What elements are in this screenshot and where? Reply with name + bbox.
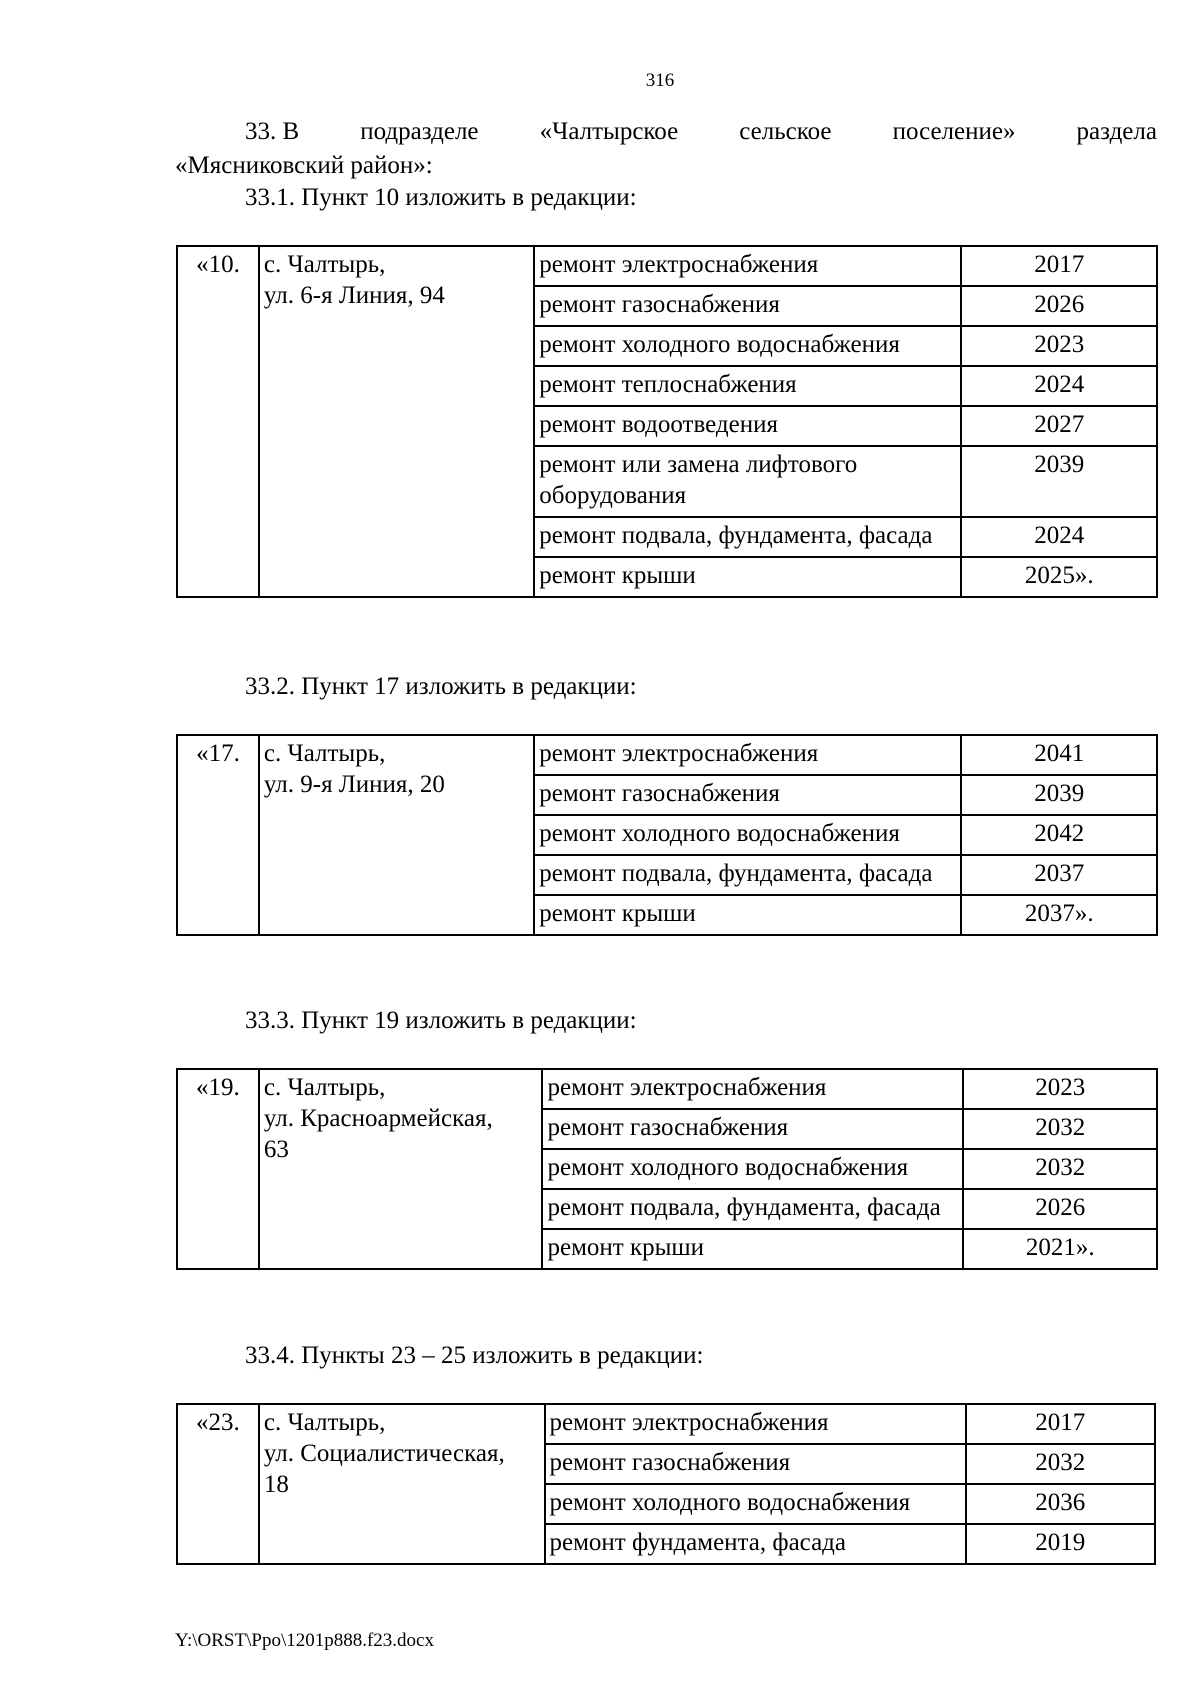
intro-word: раздела xyxy=(1076,118,1157,145)
work-cell: ремонт крыши xyxy=(534,557,961,597)
work-cell: ремонт подвала, фундамента, фасада xyxy=(542,1189,963,1229)
address-cell: с. Чалтырь, ул. 9-я Линия, 20 xyxy=(259,735,534,935)
year-cell: 2032 xyxy=(966,1444,1155,1484)
intro-paragraph xyxy=(175,115,1157,183)
works-table xyxy=(176,1403,1156,1565)
year-cell: 2026 xyxy=(963,1189,1157,1229)
item-number: «23. xyxy=(177,1404,259,1564)
intro-word: сельское xyxy=(739,118,832,145)
year-cell: 2032 xyxy=(963,1109,1157,1149)
table-row xyxy=(177,1404,1155,1444)
intro-line-2: «Мясниковский район»: xyxy=(175,152,433,179)
page-number: 316 xyxy=(645,70,675,91)
work-cell: ремонт газоснабжения xyxy=(534,775,961,815)
section-heading: 33.4. Пункты 23 – 25 изложить в редакции: xyxy=(245,1342,704,1369)
year-cell: 2039 xyxy=(961,446,1157,517)
file-path-footer: Y:\ORST\Ppo\1201p888.f23.docx xyxy=(175,1630,434,1651)
work-cell: ремонт подвала, фундамента, фасада xyxy=(534,855,961,895)
year-cell: 2037». xyxy=(961,895,1157,935)
address-cell: с. Чалтырь, ул. Красноармейская, 63 xyxy=(259,1069,543,1269)
work-cell: ремонт холодного водоснабжения xyxy=(534,815,961,855)
intro-word: поселение» xyxy=(892,118,1016,145)
work-cell: ремонт водоотведения xyxy=(534,406,961,446)
work-cell: ремонт крыши xyxy=(542,1229,963,1269)
address-cell: с. Чалтырь, ул. 6-я Линия, 94 xyxy=(259,246,534,597)
works-table xyxy=(176,1068,1158,1270)
work-cell: ремонт электроснабжения xyxy=(534,246,961,286)
year-cell: 2039 xyxy=(961,775,1157,815)
table-row xyxy=(177,1069,1157,1109)
work-cell: ремонт электроснабжения xyxy=(545,1404,966,1444)
item-number: «10. xyxy=(177,246,259,597)
year-cell: 2037 xyxy=(961,855,1157,895)
work-cell: ремонт или замена лифтового оборудования xyxy=(534,446,961,517)
work-cell: ремонт газоснабжения xyxy=(542,1109,963,1149)
year-cell: 2036 xyxy=(966,1484,1155,1524)
intro-word: 33. В xyxy=(245,118,300,145)
work-cell: ремонт фундамента, фасада xyxy=(545,1524,966,1564)
work-cell: ремонт холодного водоснабжения xyxy=(545,1484,966,1524)
year-cell: 2019 xyxy=(966,1524,1155,1564)
year-cell: 2021». xyxy=(963,1229,1157,1269)
intro-word: подразделе xyxy=(360,118,479,145)
year-cell: 2025». xyxy=(961,557,1157,597)
work-cell: ремонт газоснабжения xyxy=(534,286,961,326)
year-cell: 2024 xyxy=(961,366,1157,406)
works-table xyxy=(176,734,1158,936)
section-heading: 33.1. Пункт 10 изложить в редакции: xyxy=(245,184,637,211)
work-cell: ремонт подвала, фундамента, фасада xyxy=(534,517,961,557)
year-cell: 2032 xyxy=(963,1149,1157,1189)
year-cell: 2042 xyxy=(961,815,1157,855)
works-table xyxy=(176,245,1158,598)
year-cell: 2017 xyxy=(961,246,1157,286)
year-cell: 2027 xyxy=(961,406,1157,446)
table-row xyxy=(177,246,1157,286)
year-cell: 2023 xyxy=(961,326,1157,366)
section-heading: 33.3. Пункт 19 изложить в редакции: xyxy=(245,1007,637,1034)
intro-line-1 xyxy=(175,115,1157,149)
section-heading: 33.2. Пункт 17 изложить в редакции: xyxy=(245,673,637,700)
item-number: «19. xyxy=(177,1069,259,1269)
work-cell: ремонт холодного водоснабжения xyxy=(534,326,961,366)
work-cell: ремонт электроснабжения xyxy=(534,735,961,775)
work-cell: ремонт крыши xyxy=(534,895,961,935)
work-cell: ремонт теплоснабжения xyxy=(534,366,961,406)
year-cell: 2026 xyxy=(961,286,1157,326)
year-cell: 2041 xyxy=(961,735,1157,775)
table-row xyxy=(177,735,1157,775)
work-cell: ремонт холодного водоснабжения xyxy=(542,1149,963,1189)
intro-word: «Чалтырское xyxy=(539,118,679,145)
work-cell: ремонт электроснабжения xyxy=(542,1069,963,1109)
item-number: «17. xyxy=(177,735,259,935)
year-cell: 2024 xyxy=(961,517,1157,557)
work-cell: ремонт газоснабжения xyxy=(545,1444,966,1484)
year-cell: 2017 xyxy=(966,1404,1155,1444)
year-cell: 2023 xyxy=(963,1069,1157,1109)
address-cell: с. Чалтырь, ул. Социалистическая, 18 xyxy=(259,1404,545,1564)
